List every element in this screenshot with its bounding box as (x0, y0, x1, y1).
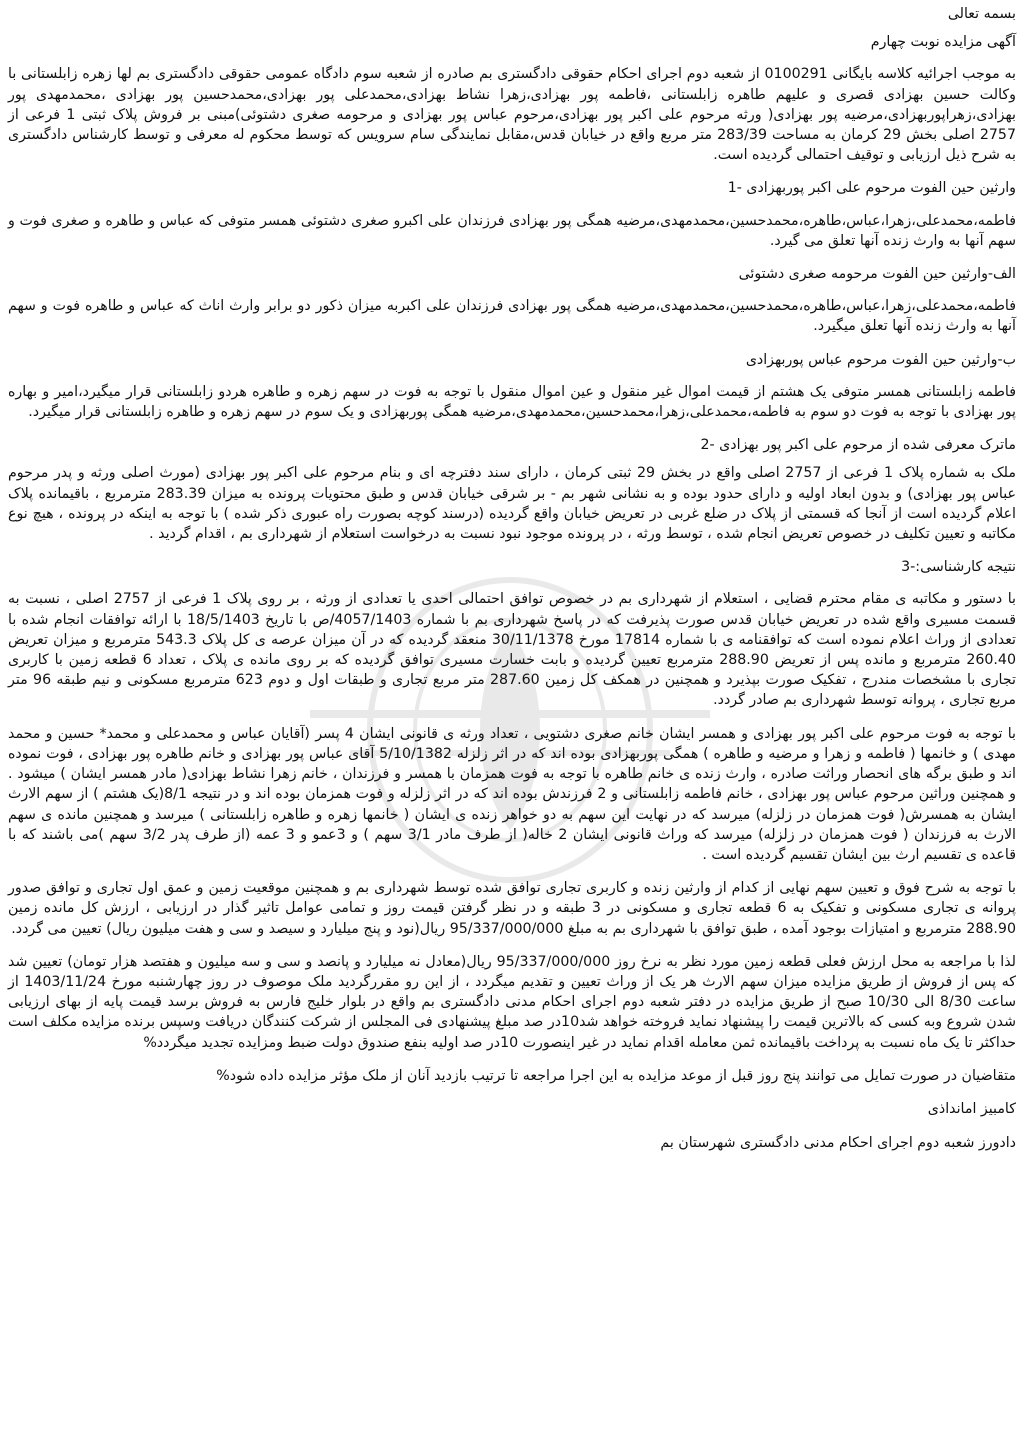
section-1a-heading: الف-وارثین حین الفوت مرحومه صغری دشتوئی (738, 266, 1016, 283)
notice-title: آگهی مزایده نوبت چهارم (870, 34, 1016, 51)
section-3-heading: نتیجه کارشناسی:-3 (901, 559, 1016, 576)
intro-paragraph: به موجب اجرائیه کلاسه بایگانی 0100291 از شعبه دوم اجرای احکام حقوقی دادگستری بم صادره از شعبه سوم دادگاه عمومی حقوقی دادگستری بم لها زهره زابلستانی با وکالت حسین بهزادی قصری و علیهم طاهره زابلستانی ،فاطمه پور بهزادی،زهرا نشاط بهزادی،محمدعلی پور بهزادی،محمدحسین پور بهزادی ،محمدمهدی پور بهزادی،زهراپوربهزادی،مرضیه پور بهزادی( ورثه مرحوم علی اکبر پور بهزادی،مرحوم عباس پور بهزادی و مرحومه صغری دشتوئی)مبنی بر فروش پلاک ثبتی 1 فرعی از 2757 اصلی بخش 29 کرمان به مساحت 283/39 متر مربع واقع در خیابان قدس،مقابل نمایندگی سام سرویس که توسط محکوم له معرفی و توسط کارشناس دادگستری به شرح ذیل ارزیابی و توقیف احتمالی گردیده است. (8, 66, 1017, 164)
section-2-body: ملک به شماره پلاک 1 فرعی از 2757 اصلی واقع در بخش 29 ثبتی کرمان ، دارای سند دفترچه ای و بنام مرحوم علی اکبر پور بهزادی (مورث اصلی ورثه و پدر مرحوم عباس پور بهزادی) و بدون ابعاد اولیه و دارای حدود بوده و به نشانی شهر بم - بر شرقی خیابان قدس و طبق محتویات پرونده به میزان 283.39 مترمربع ، باقیمانده پلاک اعلام گردیده است از آنجا که قسمتی از پلاک در ضلع غربی در تعریض خیابان واقع گردیده (درسند کوچه بصورت راه عبوری ذکر شده ) با توجه به اینکه در پرونده ، هیچ نوع مکاتبه و تعیین تکلیف در خصوص تعریض انجام شده ، توسط ورثه ، در پرونده موجود نبود نسبت به درخواست استعلام از شهرداری بم ، اقدام گردید . (8, 465, 1016, 543)
signature-office: دادورز شعبه دوم اجرای احکام مدنی دادگستری شهرستان بم (660, 1135, 1016, 1152)
section-1b-heading: ب-وارثین حین الفوت مرحوم عباس پوربهزادی (745, 351, 1016, 368)
invocation-line: بسمه تعالی (947, 6, 1016, 22)
section-2-heading: ماترک معرفی شده از مرحوم علی اکبر پور بهزادی -2 (700, 437, 1016, 454)
section-3-body-3: با توجه به شرح فوق و تعیین سهم نهایی از کدام از وارثین زنده و کاربری تجاری توافق شده توسط شهرداری بم و همچنین موقعیت زمین و عمق اول تجاری و توافق صدور پروانه ی تجاری مسکونی و تفکیک به 6 قطعه تجاری و مسکونی در 3 طبقه و در نظر گرفتن قیمت روز و تمامی عوامل تاثیر گذار در ارزیابی ، ارزش کل مانده زمین 288.90 مترمربع و امتیازات بوجود آمده ، طبق توافق با شهرداری بم به مبلغ 95/337/000/000 ریال(نود و پنج میلیارد و سیصد و سی و هفت میلیون ریال) تعیین می گردد. (8, 880, 1016, 937)
section-3-body-1: با دستور و مکاتبه ی مقام محترم قضایی ، استعلام از شهرداری بم در خصوص توافق احتمالی احدی یا تعدادی از ورثه ، بر روی پلاک 1 فرعی از 2757 اصلی ، نسبت به قسمت مسیری واقع شده در تعریض خیابان قدس صورت پذیرفت که در پاسخ شهرداری بم با شماره 4057/1403/ص با تاریخ 18/5/1403 با ارائه توافقات انجام شده با تعدادی از وراث اعلام نموده است که توافقنامه ی با شماره 17814 مورخ 30/11/1378 منعقد گردیده که در آن میزان عرصه ی کل پلاک 543.3 مترمربع و میزان تعریض 260.40 مترمربع و مانده پس از تعریض 288.90 مترمربع تعیین گردیده و بابت خسارت مسیری توافق گردیده که بر روی مانده ی پلاک ، تعداد 6 قطعه زمین با کاربری تجاری با مشخصات مندرج ، تفکیک صورت بپذیرد و همچنین در همکف کل زمین 287.60 متر مربع تجاری و طبقات اول و دوم 623 مترمربع مسکونی و نیم طبقه 96 متر مربع تجاری ، پروانه توسط شهرداری بم صادر گردد. (8, 591, 1017, 709)
signature-name: کامبیز امانداذی (927, 1100, 1016, 1117)
section-3-body-2: با توجه به فوت مرحوم علی اکبر پور بهزادی و همسر ایشان خانم صغری دشتویی ، تعداد ورثه ی قانونی ایشان 4 پسر (آقایان عباس و محمدعلی و محمد* حسین و محمد مهدی ) و خانمها ( فاطمه و زهرا و مرضیه و طاهره ) همگی پوربهزادی بوده اند که در اثر زلزله 5/10/1382 آقای عباس پور بهزادی و خانم طاهره پور بهزادی ، فوت نموده اند و طبق برگه های انحصار وراثت صادره ، وارث زنده ی خانم طاهره با توجه به فوت همزمان با همسر و فرزندان ، خانم زهرا نشاط بهزادی( مادر همسر ایشان ) میشود . و همچنین وراثین مرحوم عباس پور بهزادی ، خانم فاطمه زابلستانی و 2 فرزندش بوده اند که در اثر زلزله و فوت همزمان بوده اند و در نتیجه 8/1(یک هشتم ) از سهم الارث ایشان به همسرش( فوت همزمان در زلزله) میرسد که در نهایت این سهم به دو خواهر زنده ی ایشان ( خانمها زهره و طاهره زابلستانی ) میرسد و همچنین مانده ی سهم الارث به فرزندان ( فوت همزمان در زلزله) میرسد که وراث قانونی ایشان 2 خاله( از طرف مادر 3/1 سهم ) و 3عمو و 3 عمه (از طرف پدر 3/2 سهم )می باشند که با قاعده ی تقسیم ارث بین ایشان تقسیم گردیده است . (8, 725, 1017, 863)
section-4-body: لذا با مراجعه به محل ارزش فعلی قطعه زمین مورد نظر به نرخ روز 95/337/000/000 ریال(معادل نه میلیارد و پانصد و سی و سه میلیون و هفتصد هزار تومان) تعیین شد که پس از فروش از طریق مزایده میزان سهم الارث هر یک از وراث تعیین و تقدیم میگردد ، از این رو مقررگردید ملک موصوف در روز چهارشنبه مورخ 1403/11/24 از ساعت 8/30 الی 10/30 صبح از طریق مزایده در دفتر شعبه دوم اجرای احکام مدنی دادگستری بم واقع در بلوار خلیج فارس به فروش برسد قیمت پایه از بهای ارزیابی شدن شروع وبه کسی که بالاترین قیمت را پیشنهاد نماید فروخته خواهد شد10در صد مبلغ پیشنهادی فی المجلس از شرکت کنندگان دریافت وسپس برنده مزایده مکلف است حداکثر تا یک ماه نسبت به پرداخت باقیمانده ثمن معامله اقدام نماید در غیر اینصورت 10در صد اولیه بنفع صندوق دولت ضبط ومزایده تجدید میگردد% (8, 953, 1017, 1051)
section-1a-body: فاطمه،محمدعلی،زهرا،عباس،طاهره،محمدحسین،محمدمهدی،مرضیه همگی پور بهزادی فرزندان علی اکبربه میزان ذکور دو برابر وارث اناث که عباس و طاهره فوت و سهم آنها به وارث زنده آنها تعلق میگیرد. (8, 298, 1016, 335)
section-5-body: متقاضیان در صورت تمایل می توانند پنج روز قبل از موعد مزایده به این اجرا مراجعه تا ترتیب بازدید آنان از ملک مؤثر مزایده داده شود% (216, 1067, 1016, 1084)
section-1-heading: وارثین حین الفوت مرحوم علی اکبر پوربهزادی -1 (727, 180, 1016, 197)
section-1b-body: فاطمه زابلستانی همسر متوفی یک هشتم از قیمت اموال غیر منقول و عین اموال منقول با توجه به فوت در سهم زهره و طاهره هردو زابلستانی قرار میگیرد،امیر و بهاره پور بهزادی با توجه به فوت دو سوم به فاطمه،محمدعلی،زهرا،محمدحسین،محمدمهدی،مرضیه همگی پوربهزادی و یک سوم در سهم زهره و طاهره زابلستانی قرار میگیرد. (8, 383, 1016, 421)
section-1-body: فاطمه،محمدعلی،زهرا،عباس،طاهره،محمدحسین،محمدمهدی،مرضیه همگی پور بهزادی فرزندان علی اکبرو صغری دشتوئی همسر متوفی که عباس و طاهره و صغری فوت و سهم آنها به وارث زنده آنها تعلق می گیرد. (8, 212, 1016, 249)
